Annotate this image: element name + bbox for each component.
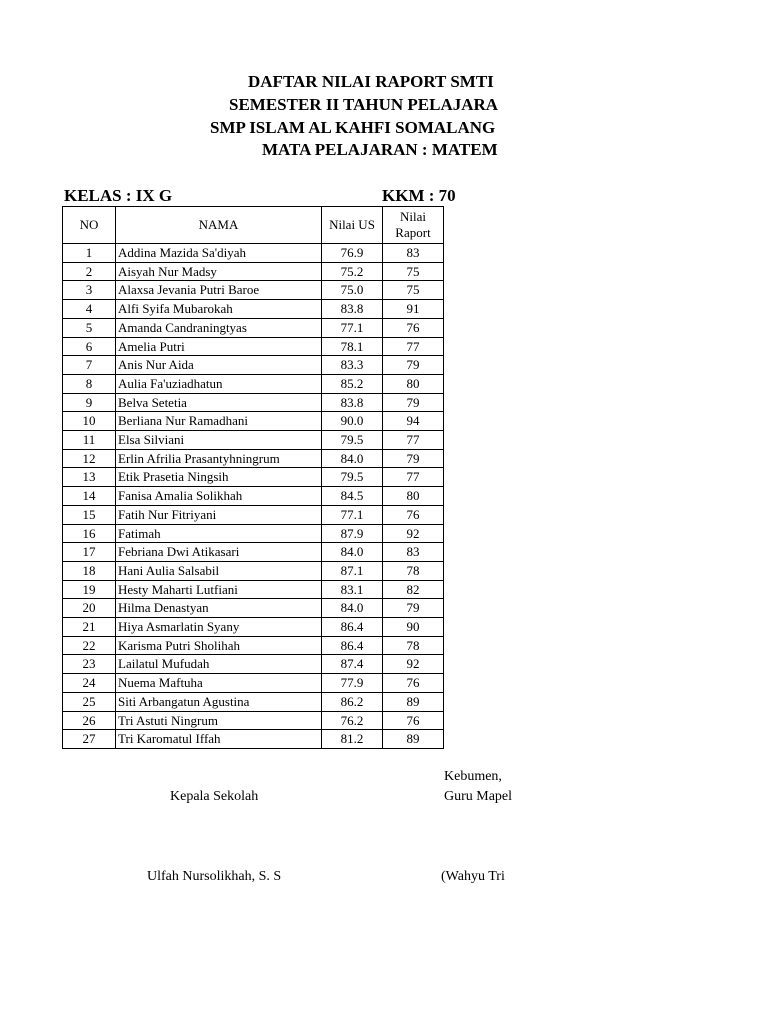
cell-nilai-us: 83.1 (322, 580, 383, 599)
cell-nama: Addina Mazida Sa'diyah (116, 244, 322, 263)
cell-nilai-us: 84.5 (322, 487, 383, 506)
cell-nilai-raport: 92 (383, 524, 444, 543)
header-nilai-raport-text: Nilai Raport (395, 209, 431, 240)
cell-no: 1 (63, 244, 116, 263)
cell-nilai-us: 86.4 (322, 636, 383, 655)
table-row (63, 393, 444, 412)
cell-nilai-raport: 77 (383, 431, 444, 450)
cell-nama: Nuema Maftuha (116, 674, 322, 693)
cell-nama: Hilma Denastyan (116, 599, 322, 618)
cell-no: 7 (63, 356, 116, 375)
cell-nilai-raport: 79 (383, 393, 444, 412)
cell-no: 23 (63, 655, 116, 674)
table-row (63, 730, 444, 749)
cell-nilai-us: 85.2 (322, 374, 383, 393)
cell-no: 5 (63, 318, 116, 337)
cell-nama: Karisma Putri Sholihah (116, 636, 322, 655)
table-row (63, 244, 444, 263)
title-line-3: SMP ISLAM AL KAHFI SOMALANG (210, 118, 496, 137)
cell-nilai-raport: 90 (383, 618, 444, 637)
header-no: NO (63, 207, 116, 244)
table-row (63, 692, 444, 711)
cell-no: 27 (63, 730, 116, 749)
cell-no: 22 (63, 636, 116, 655)
cell-nilai-us: 79.5 (322, 468, 383, 487)
cell-no: 21 (63, 618, 116, 637)
cell-no: 19 (63, 580, 116, 599)
cell-nama: Elsa Silviani (116, 431, 322, 450)
cell-nama: Tri Astuti Ningrum (116, 711, 322, 730)
cell-nama: Etik Prasetia Ningsih (116, 468, 322, 487)
cell-no: 9 (63, 393, 116, 412)
cell-nama: Fanisa Amalia Solikhah (116, 487, 322, 506)
title-line-1: DAFTAR NILAI RAPORT SMTI (248, 72, 494, 91)
cell-no: 17 (63, 543, 116, 562)
header-nama: NAMA (116, 207, 322, 244)
cell-nilai-us: 84.0 (322, 449, 383, 468)
cell-nilai-us: 90.0 (322, 412, 383, 431)
table-row (63, 543, 444, 562)
cell-no: 13 (63, 468, 116, 487)
cell-nilai-us: 87.9 (322, 524, 383, 543)
cell-nilai-raport: 77 (383, 468, 444, 487)
table-row (63, 487, 444, 506)
cell-nilai-raport: 83 (383, 543, 444, 562)
cell-nilai-us: 81.2 (322, 730, 383, 749)
cell-nilai-raport: 89 (383, 730, 444, 749)
table-row (63, 711, 444, 730)
cell-nama: Febriana Dwi Atikasari (116, 543, 322, 562)
cell-nilai-raport: 76 (383, 674, 444, 693)
table-row (63, 431, 444, 450)
cell-no: 18 (63, 561, 116, 580)
header-nilai-raport (383, 207, 444, 244)
table-row (63, 636, 444, 655)
cell-nama: Hiya Asmarlatin Syany (116, 618, 322, 637)
cell-nilai-raport: 79 (383, 356, 444, 375)
cell-nilai-raport: 76 (383, 318, 444, 337)
cell-nilai-raport: 75 (383, 281, 444, 300)
cell-nilai-raport: 82 (383, 580, 444, 599)
cell-nilai-us: 77.1 (322, 505, 383, 524)
cell-nilai-us: 84.0 (322, 599, 383, 618)
cell-nilai-us: 76.9 (322, 244, 383, 263)
cell-nama: Fatimah (116, 524, 322, 543)
cell-nilai-raport: 89 (383, 692, 444, 711)
cell-no: 12 (63, 449, 116, 468)
table-body (63, 244, 444, 749)
cell-nilai-us: 83.8 (322, 393, 383, 412)
cell-nilai-raport: 78 (383, 561, 444, 580)
cell-no: 8 (63, 374, 116, 393)
cell-nilai-raport: 80 (383, 374, 444, 393)
cell-nilai-raport: 78 (383, 636, 444, 655)
cell-nama: Anis Nur Aida (116, 356, 322, 375)
table-row (63, 561, 444, 580)
cell-nama: Belva Setetia (116, 393, 322, 412)
cell-nilai-raport: 75 (383, 262, 444, 281)
cell-nama: Aulia Fa'uziadhatun (116, 374, 322, 393)
cell-nilai-us: 87.1 (322, 561, 383, 580)
table-row (63, 674, 444, 693)
table-row (63, 468, 444, 487)
cell-nilai-raport: 92 (383, 655, 444, 674)
cell-no: 14 (63, 487, 116, 506)
cell-no: 16 (63, 524, 116, 543)
cell-nilai-us: 75.0 (322, 281, 383, 300)
signature-guru-label: Guru Mapel (444, 789, 513, 804)
cell-nama: Amanda Candraningtyas (116, 318, 322, 337)
kkm-label: KKM : 70 (382, 186, 456, 205)
cell-no: 10 (63, 412, 116, 431)
cell-nama: Tri Karomatul Iffah (116, 730, 322, 749)
cell-nama: Fatih Nur Fitriyani (116, 505, 322, 524)
cell-nilai-raport: 94 (383, 412, 444, 431)
header-nilai-us: Nilai US (322, 207, 383, 244)
signature-place: Kebumen, (444, 769, 502, 784)
cell-nilai-us: 77.1 (322, 318, 383, 337)
cell-no: 25 (63, 692, 116, 711)
cell-nilai-us: 76.2 (322, 711, 383, 730)
table-row (63, 300, 444, 319)
cell-no: 4 (63, 300, 116, 319)
cell-nilai-us: 77.9 (322, 674, 383, 693)
cell-nilai-raport: 79 (383, 449, 444, 468)
cell-nilai-raport: 91 (383, 300, 444, 319)
cell-no: 3 (63, 281, 116, 300)
cell-nilai-us: 86.4 (322, 618, 383, 637)
signature-kepala-name: Ulfah Nursolikhah, S. S (147, 869, 282, 884)
table-row (63, 449, 444, 468)
table-row (63, 524, 444, 543)
cell-nama: Alfi Syifa Mubarokah (116, 300, 322, 319)
table-row (63, 337, 444, 356)
signature-guru-name: (Wahyu Tri (441, 869, 505, 884)
title-line-2: SEMESTER II TAHUN PELAJARA (229, 95, 499, 114)
table-row (63, 599, 444, 618)
table-row (63, 374, 444, 393)
cell-nilai-us: 87.4 (322, 655, 383, 674)
cell-nilai-us: 79.5 (322, 431, 383, 450)
table-row (63, 412, 444, 431)
class-label: KELAS : IX G (64, 186, 173, 205)
cell-nilai-raport: 79 (383, 599, 444, 618)
cell-no: 2 (63, 262, 116, 281)
cell-no: 20 (63, 599, 116, 618)
table-row (63, 356, 444, 375)
cell-nama: Siti Arbangatun Agustina (116, 692, 322, 711)
cell-nama: Erlin Afrilia Prasantyhningrum (116, 449, 322, 468)
cell-nama: Aisyah Nur Madsy (116, 262, 322, 281)
cell-no: 15 (63, 505, 116, 524)
table-row (63, 505, 444, 524)
cell-nilai-us: 83.3 (322, 356, 383, 375)
cell-nilai-us: 78.1 (322, 337, 383, 356)
table-row (63, 655, 444, 674)
signature-kepala-label: Kepala Sekolah (170, 789, 259, 804)
cell-nama: Amelia Putri (116, 337, 322, 356)
cell-nilai-raport: 83 (383, 244, 444, 263)
grades-table (62, 206, 444, 749)
cell-nilai-us: 83.8 (322, 300, 383, 319)
cell-no: 6 (63, 337, 116, 356)
cell-nilai-us: 86.2 (322, 692, 383, 711)
cell-no: 26 (63, 711, 116, 730)
title-line-4: MATA PELAJARAN : MATEM (262, 140, 498, 159)
cell-nama: Berliana Nur Ramadhani (116, 412, 322, 431)
table-row (63, 580, 444, 599)
cell-no: 24 (63, 674, 116, 693)
cell-nama: Hesty Maharti Lutfiani (116, 580, 322, 599)
cell-nilai-us: 84.0 (322, 543, 383, 562)
table-header-row (63, 207, 444, 244)
cell-nilai-us: 75.2 (322, 262, 383, 281)
cell-nama: Alaxsa Jevania Putri Baroe (116, 281, 322, 300)
cell-nama: Lailatul Mufudah (116, 655, 322, 674)
cell-nama: Hani Aulia Salsabil (116, 561, 322, 580)
table-row (63, 318, 444, 337)
table-row (63, 281, 444, 300)
table-row (63, 618, 444, 637)
cell-nilai-raport: 76 (383, 505, 444, 524)
cell-nilai-raport: 76 (383, 711, 444, 730)
table-row (63, 262, 444, 281)
cell-no: 11 (63, 431, 116, 450)
cell-nilai-raport: 77 (383, 337, 444, 356)
cell-nilai-raport: 80 (383, 487, 444, 506)
